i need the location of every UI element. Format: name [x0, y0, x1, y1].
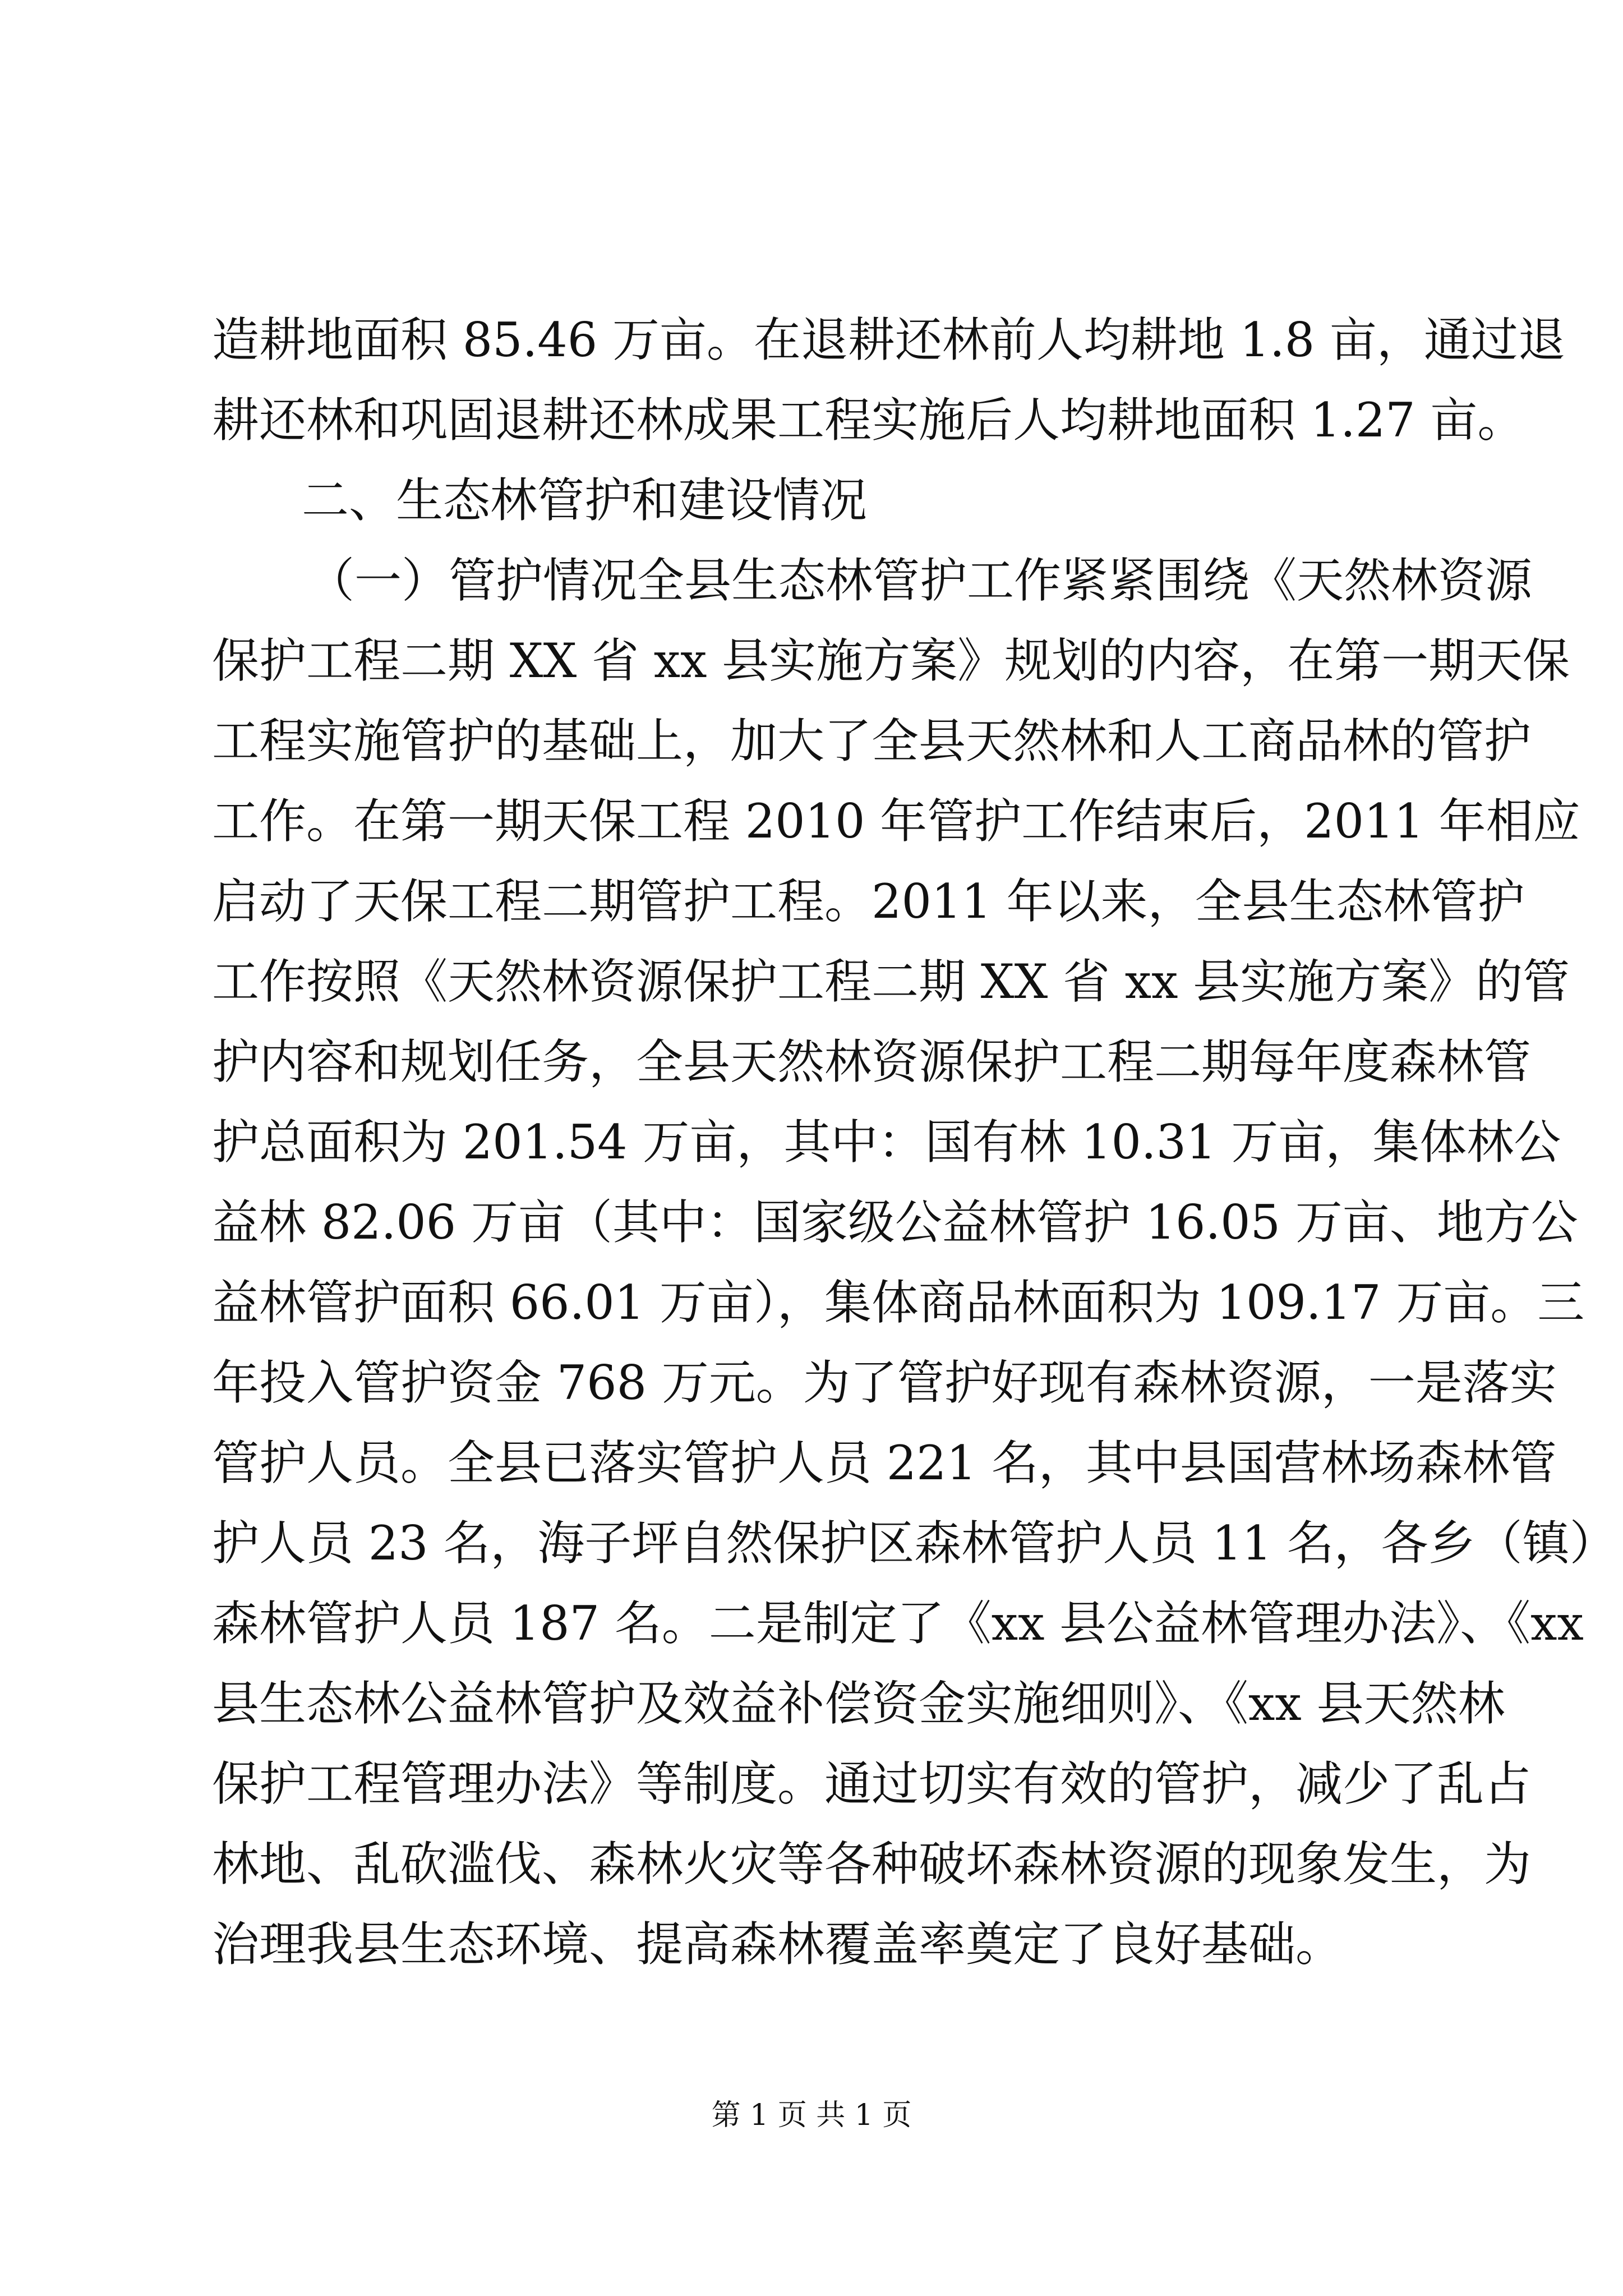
body-line: 工程实施管护的基础上，加大了全县天然林和人工商品林的管护: [212, 714, 1532, 769]
body-line: 林地、乱砍滥伐、森林火灾等各种破坏森林资源的现象发生，为: [212, 1837, 1532, 1892]
body-line: 耕还林和巩固退耕还林成果工程实施后人均耕地面积 1.27 亩。: [212, 393, 1525, 448]
document-body: [212, 300, 1617, 1985]
body-line: 工作按照《天然林资源保护工程二期 XX 省 xx 县实施方案》的管: [212, 954, 1570, 1009]
page-footer: 第 1 页 共 1 页: [711, 2099, 912, 2132]
body-line: 护人员 23 名，海子坪自然保护区森林管护人员 11 名，各乡（镇）: [212, 1516, 1617, 1571]
body-line: 治理我县生态环境、提高森林覆盖率奠定了良好基础。: [212, 1917, 1343, 1972]
body-line: 益林管护面积 66.01 万亩），集体商品林面积为 109.17 万亩。三: [212, 1275, 1585, 1330]
body-line: 启动了天保工程二期管护工程。2011 年以来，全县生态林管护: [212, 874, 1525, 929]
body-line: 县生态林公益林管护及效益补偿资金实施细则》、《xx 县天然林: [212, 1676, 1505, 1731]
body-line: 管护人员。全县已落实管护人员 221 名，其中县国营林场森林管: [212, 1435, 1557, 1490]
body-line: 保护工程管理办法》等制度。通过切实有效的管护，减少了乱占: [212, 1756, 1532, 1811]
body-line: 护总面积为 201.54 万亩，其中：国有林 10.31 万亩，集体林公: [212, 1115, 1561, 1170]
subsection-heading-line: （一）管护情况全县生态林管护工作紧紧围绕《天然林资源: [307, 553, 1533, 608]
body-line: 工作。在第一期天保工程 2010 年管护工作结束后，2011 年相应: [212, 794, 1580, 849]
body-line: 护内容和规划任务，全县天然林资源保护工程二期每年度森林管: [212, 1034, 1532, 1089]
body-line: 保护工程二期 XX 省 xx 县实施方案》规划的内容，在第一期天保: [212, 633, 1570, 688]
body-line: 造耕地面积 85.46 万亩。在退耕还林前人均耕地 1.8 亩，通过退: [212, 312, 1565, 367]
body-line: 年投入管护资金 768 万元。为了管护好现有森林资源，一是落实: [212, 1355, 1557, 1410]
section-heading: 二、生态林管护和建设情况: [302, 473, 868, 528]
body-line: 益林 82.06 万亩（其中：国家级公益林管护 16.05 万亩、地方公: [212, 1195, 1578, 1250]
body-line: 森林管护人员 187 名。二是制定了《xx 县公益林管理办法》、《xx: [212, 1596, 1584, 1651]
